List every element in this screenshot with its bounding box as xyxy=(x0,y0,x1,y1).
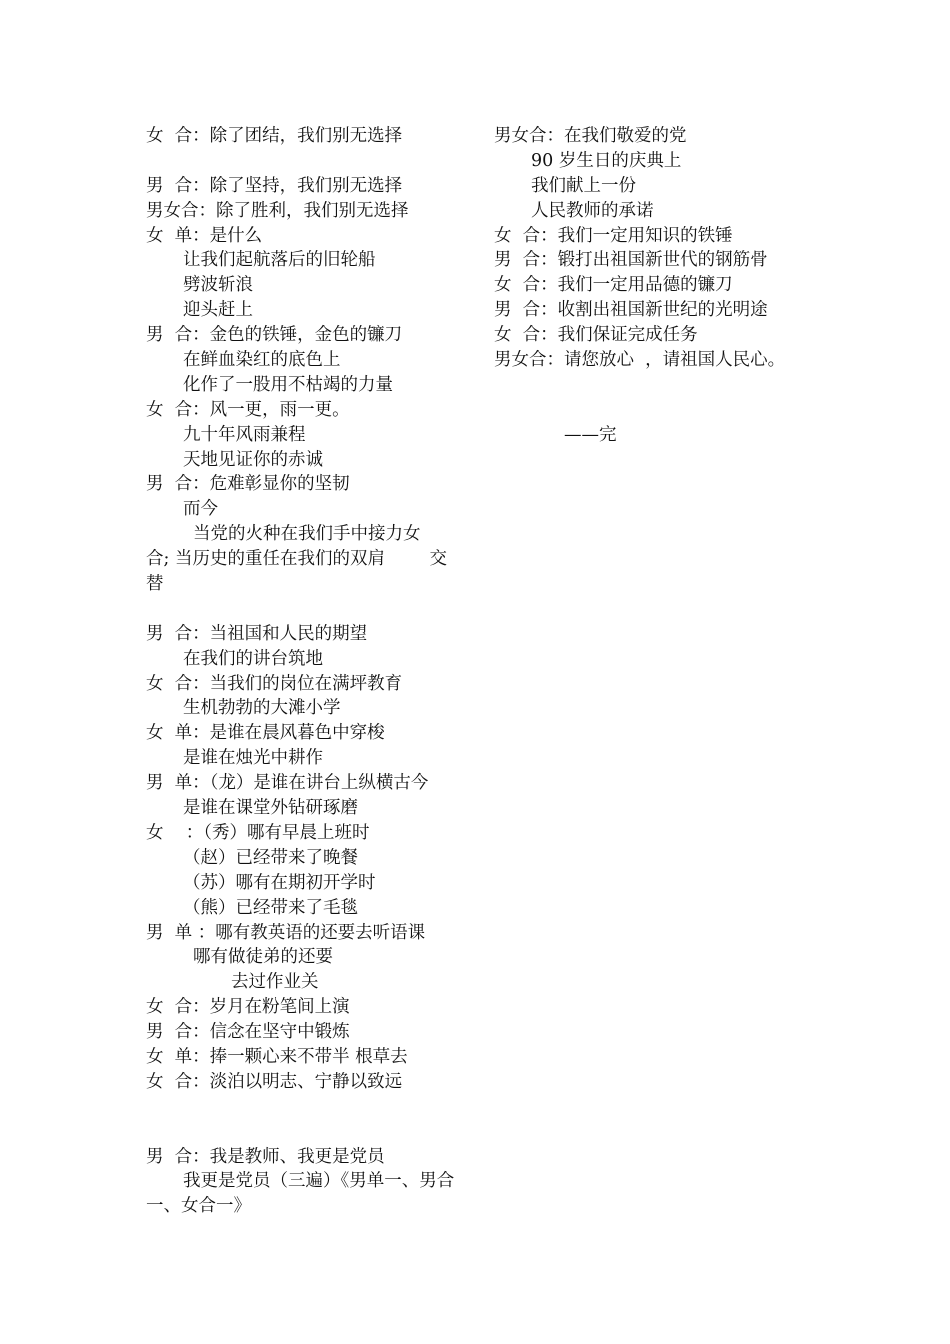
left-text-line: 女 合：岁月在粉笔间上演 xyxy=(146,997,350,1018)
left-column xyxy=(146,124,476,1219)
left-text-line: （赵）已经带来了晚餐 xyxy=(183,847,358,868)
right-blank-line xyxy=(494,373,854,398)
left-text-line: 男 合：当祖国和人民的期望 xyxy=(146,623,368,644)
left-text-line: 男 合：除了坚持，我们别无选择 xyxy=(146,175,403,196)
left-text-line: 女 合：除了团结，我们别无选择 xyxy=(146,126,403,146)
left-text-line: 天地见证你的赤诚 xyxy=(183,449,323,470)
right-text-line: 男女合：在我们敬爱的党 xyxy=(494,126,687,146)
left-text-line: 男 合：我是教师、我更是党员 xyxy=(146,1146,385,1167)
right-text-line: 男 合：收割出祖国新世纪的光明途 xyxy=(494,300,768,321)
left-text-line: 女 单：是什么 xyxy=(146,225,263,246)
left-blank-line xyxy=(146,597,476,622)
left-text-line: 合; 当历史的重任在我们的双肩 交 xyxy=(146,549,447,570)
left-text-line: 男女合：除了胜利，我们别无选择 xyxy=(146,200,409,221)
left-text-line: 我更是党员（三遍）《男单一、男合 xyxy=(183,1171,455,1192)
left-text-line: 女 合：当我们的岗位在满坪教育 xyxy=(146,673,403,694)
left-blank-line xyxy=(146,1120,476,1145)
left-text-line: 而今 xyxy=(183,499,218,520)
left-text-line: 男 合：信念在坚守中锻炼 xyxy=(146,1022,350,1043)
left-text-line: 劈波斩浪 xyxy=(183,275,253,296)
left-text-line: 化作了一股用不枯竭的力量 xyxy=(183,374,393,395)
right-text-line: 女 合：我们保证完成任务 xyxy=(494,325,698,346)
left-text-line: 女 ：（秀）哪有早晨上班时 xyxy=(146,822,370,843)
left-text-line: 女 单：是谁在晨风暮色中穿梭 xyxy=(146,723,385,744)
left-text-line: 女 合：风一更，雨一更。 xyxy=(146,399,350,420)
right-text-line: 90 岁生日的庆典上 xyxy=(531,150,682,171)
left-text-line: 是谁在课堂外钻研琢磨 xyxy=(183,798,358,819)
left-blank-line xyxy=(146,1095,476,1120)
left-text-line: 在我们的讲台筑地 xyxy=(183,648,323,669)
right-blank-line xyxy=(494,398,854,423)
left-text-line: （熊）已经带来了毛毯 xyxy=(183,897,358,918)
left-text-line: （苏）哪有在期初开学时 xyxy=(183,872,376,893)
right-text-line: 男 合：锻打出祖国新世代的钢筋骨 xyxy=(494,250,768,271)
left-text-line: 替 xyxy=(146,574,164,595)
right-text-line: 女 合：我们一定用品德的镰刀 xyxy=(494,275,733,296)
left-text-line: 是谁在烛光中耕作 xyxy=(183,748,323,769)
left-text-line: 九十年风雨兼程 xyxy=(183,424,306,445)
right-text-line: ——完 xyxy=(564,424,617,445)
left-text-line: 当党的火种在我们手中接力女 xyxy=(193,524,421,545)
left-text-line: 让我们起航落后的旧轮船 xyxy=(183,250,376,271)
left-text-line: 在鲜血染红的底色上 xyxy=(183,350,341,371)
left-text-line: 女 单：捧一颗心来不带半 根草去 xyxy=(146,1046,408,1067)
left-text-line: 一、女合一》 xyxy=(146,1196,251,1217)
left-blank-line xyxy=(146,149,476,174)
left-text-line: 生机勃勃的大滩小学 xyxy=(183,698,341,719)
left-text-line: 去过作业关 xyxy=(231,972,319,993)
right-text-line: 女 合：我们一定用知识的铁锤 xyxy=(494,225,733,246)
left-text-line: 迎头赶上 xyxy=(183,300,253,321)
right-text-line: 我们献上一份 xyxy=(531,175,636,196)
right-column xyxy=(494,124,854,448)
left-text-line: 男 单：（龙）是谁在讲台上纵横古今 xyxy=(146,773,429,794)
left-text-line: 男 单 ：哪有教英语的还要去听语课 xyxy=(146,922,426,943)
left-text-line: 男 合：危难彰显你的坚韧 xyxy=(146,474,350,495)
right-text-line: 男女合：请您放心 ，请祖国人民心。 xyxy=(494,350,786,371)
left-text-line: 女 合：淡泊以明志、宁静以致远 xyxy=(146,1071,403,1092)
left-text-line: 男 合：金色的铁锤，金色的镰刀 xyxy=(146,325,403,346)
left-text-line: 哪有做徒弟的还要 xyxy=(193,947,333,968)
right-text-line: 人民教师的承诺 xyxy=(531,200,654,221)
